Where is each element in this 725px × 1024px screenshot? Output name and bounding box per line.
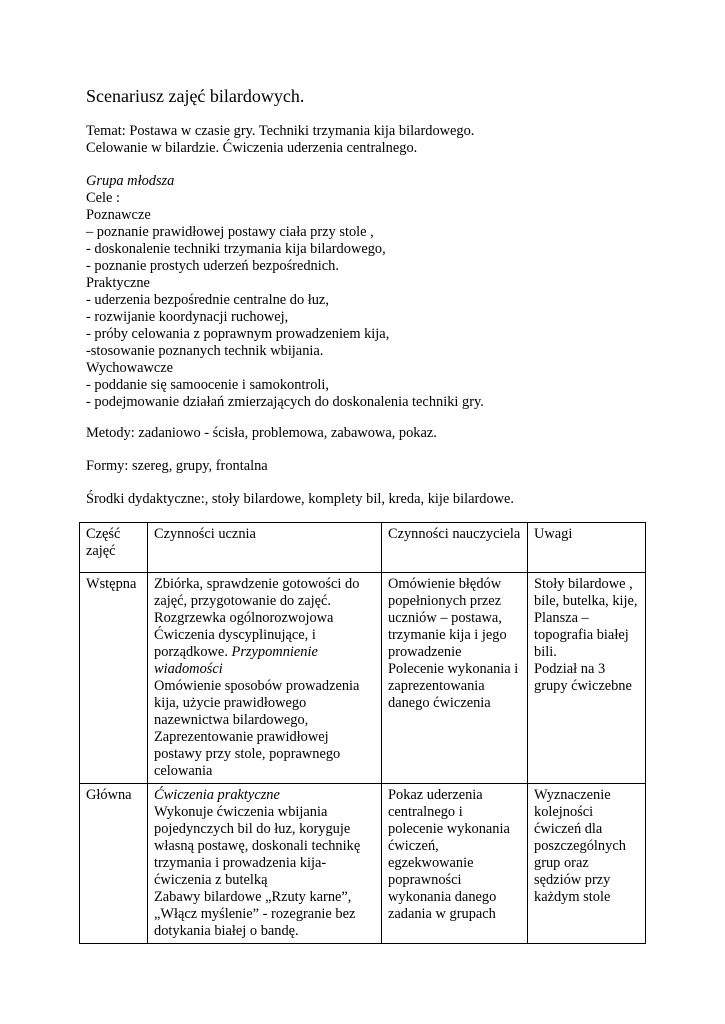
topic-block xyxy=(86,123,474,157)
notes xyxy=(528,573,646,784)
practical-goal: - próby celowania z poprawnym prowadzeniem kija, xyxy=(86,326,390,342)
educational-goal: - podejmowanie działań zmierzających do doskonalenia techniki gry. xyxy=(86,394,484,410)
cell-text: Zabawy bilardowe „Rzuty karne”, „Włącz myślenie” - rozegranie bez dotykania białej o bandę. xyxy=(154,889,356,939)
cell-text: Omówienie błędów popełnionych przez uczniów – postawa, trzymanie kija i jego prowadzenie xyxy=(388,576,507,660)
goals-label: Cele : xyxy=(86,190,120,206)
practical-goal: - uderzenia bezpośrednie centralne do łuz, xyxy=(86,292,329,308)
cell-text: Wyznaczenie kolejności ćwiczeń dla poszczególnych grup oraz sędziów przy każdym stole xyxy=(534,787,626,905)
forms-text: Formy: szereg, grupy, frontalna xyxy=(86,458,268,474)
cell-text-italic: Ćwiczenia praktyczne xyxy=(154,787,280,803)
cell-text: Pokaz uderzenia centralnego i polecenie wykonania ćwiczeń, egzekwowanie poprawności wykonania danego zadania w grupach xyxy=(388,787,510,922)
cell-text: Polecenie wykonania i zaprezentowania danego ćwiczenia xyxy=(388,661,519,711)
goals-block xyxy=(86,173,484,411)
table-header-row xyxy=(80,523,646,573)
teacher-activities xyxy=(382,573,528,784)
document-title: Scenariusz zajęć bilardowych. xyxy=(86,86,305,106)
topic-line: Celowanie w bilardzie. Ćwiczenia uderzenia centralnego. xyxy=(86,140,418,156)
cognitive-goal: - poznanie prostych uderzeń bezpośrednich. xyxy=(86,258,339,274)
cognitive-goal: - doskonalenie techniki trzymania kija bilardowego, xyxy=(86,241,386,257)
practical-goal: - rozwijanie koordynacji ruchowej, xyxy=(86,309,289,325)
header-student: Czynności ucznia xyxy=(148,523,382,573)
practical-label: Praktyczne xyxy=(86,275,150,291)
cell-text: Zaprezentowanie prawidłowej postawy przy stole, poprawnego celowania xyxy=(154,729,341,779)
teacher-activities xyxy=(382,784,528,944)
student-activities xyxy=(148,784,382,944)
table-row xyxy=(80,573,646,784)
header-part: Część zajęć xyxy=(80,523,148,573)
educational-label: Wychowawcze xyxy=(86,360,174,376)
cell-text: Stoły bilardowe , bile, butelka, kije, xyxy=(534,576,638,609)
cell-text: Podział na 3 grupy ćwiczebne xyxy=(534,661,632,694)
group-label: Grupa młodsza xyxy=(86,173,175,189)
header-notes: Uwagi xyxy=(528,523,646,573)
cognitive-label: Poznawcze xyxy=(86,207,151,223)
cell-text: Omówienie sposobów prowadzenia kija, użycie prawidłowego nazewnictwa bilardowego, xyxy=(154,678,360,728)
topic-line: Temat: Postawa w czasie gry. Techniki trzymania kija bilardowego. xyxy=(86,123,475,139)
practical-goal: -stosowanie poznanych technik wbijania. xyxy=(86,343,324,359)
cognitive-goal: – poznanie prawidłowej postawy ciała przy stole , xyxy=(86,224,374,240)
methods-text: Metody: zadaniowo - ścisła, problemowa, zabawowa, pokaz. xyxy=(86,425,437,441)
row-part: Wstępna xyxy=(80,573,148,784)
resources-text: Środki dydaktyczne:, stoły bilardowe, komplety bil, kreda, kije bilardowe. xyxy=(86,491,515,507)
cell-text-italic: Przypomnienie wiadomości xyxy=(154,644,318,677)
header-teacher: Czynności nauczyciela xyxy=(382,523,528,573)
cell-text: Wykonuje ćwiczenia wbijania pojedynczych bil do łuz, koryguje własną postawę, doskonali technikę trzymania i prowadzenia kija-ćwiczenia z butelką xyxy=(154,804,361,888)
student-activities xyxy=(148,573,382,784)
cell-text: Rozgrzewka ogólnorozwojowa xyxy=(154,610,334,626)
cell-text: Ćwiczenia dyscyplinujące, i porządkowe. xyxy=(154,627,316,660)
cell-text: Zbiórka, sprawdzenie gotowości do zajęć, przygotowanie do zajęć. xyxy=(154,576,360,609)
cell-text: Plansza – topografia białej bili. xyxy=(534,610,629,660)
lesson-table xyxy=(79,522,646,944)
row-part: Główna xyxy=(80,784,148,944)
table-row xyxy=(80,784,646,944)
educational-goal: - poddanie się samoocenie i samokontroli, xyxy=(86,377,329,393)
notes xyxy=(528,784,646,944)
